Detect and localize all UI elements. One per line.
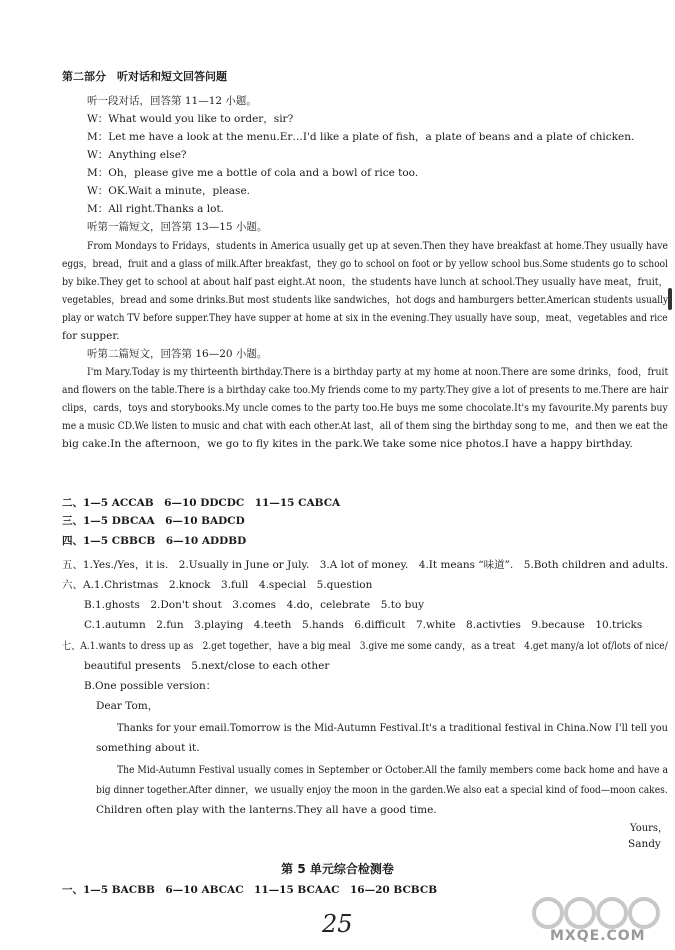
letter-signature: Sandy	[628, 838, 661, 850]
answers-part5: 五、1.Yes./Yes，it is. 2.Usually in June or July. 3.A lot of money. 4.It means “味道”. 5.Both children and adults.	[62, 559, 669, 571]
letter-line: Children often play with the lanterns.They all have a good time.	[96, 804, 437, 816]
answers-part7-b: B.One possible version：	[84, 680, 217, 692]
passage1-line: vegetables，bread and some drinks.But most students like sandwiches，hot dogs and hamburgers better.American students usually	[62, 294, 669, 306]
passage2-line: big cake.In the afternoon，we go to fly kites in the park.We take some nice photos.I have a happy birthday.	[62, 438, 633, 450]
passage1-line: eggs，bread，fruit and a glass of milk.After breakfast，they go to school on foot or by yellow school bus.Some students go to school	[62, 258, 668, 270]
dialogue-line: M：All right.Thanks a lot.	[87, 203, 225, 215]
passage2-intro: 听第二篇短文，回答第 16—20 小题。	[87, 348, 268, 360]
answers-part6-a: 六、A.1.Christmas 2.knock 3.full 4.special 5.question	[62, 579, 373, 591]
passage1-line: From Mondays to Fridays，students in America usually get up at seven.Then they have breakfast at home.They usually have	[87, 240, 668, 252]
passage2-line: clips，cards，toys and storybooks.My uncle comes to the party too.He buys me some chocolate.It's my favourite.My parents buy	[62, 402, 668, 414]
dialogue-line: W：Anything else?	[87, 149, 187, 161]
letter-line: The Mid-Autumn Festival usually comes in September or October.All the family members come back home and have a	[117, 764, 669, 776]
letter-line: Thanks for your email.Tomorrow is the Mid-Autumn Festival.It's a traditional festival in China.Now I'll tell you	[117, 722, 669, 734]
passage1-line: play or watch TV before supper.They have supper at home at six in the evening.They usually have soup，meat，vegetables and rice	[62, 312, 668, 324]
dialogue-line: W：What would you like to order，sir?	[87, 113, 294, 125]
answers-part7-a-cont: beautiful presents 5.next/close to each other	[84, 660, 330, 672]
passage2-line: and flowers on the table.There is a birthday cake too.My friends come to my party.They give a lot of presents to me.There are hair	[62, 384, 669, 396]
unit5-answers: 一、1—5 BACBB 6—10 ABCAC 11—15 BCAAC 16—20 BCBCB	[62, 884, 438, 896]
answers-part4: 四、1—5 CBBCB 6—10 ADDBD	[62, 535, 247, 547]
page-number: 25	[322, 910, 353, 938]
answers-part6-b: B.1.ghosts 2.Don't shout 3.comes 4.do，celebrate 5.to buy	[84, 599, 425, 611]
passage1-intro: 听第一篇短文，回答第 13—15 小题。	[87, 221, 268, 233]
watermark-text: MXQE.COM	[550, 928, 646, 944]
passage2-line: me a music CD.We listen to music and chat with each other.At last，all of them sing the birthday song to me，and then we eat the	[62, 420, 668, 432]
passage1-line: for supper.	[62, 330, 120, 342]
dialogue-line: M：Let me have a look at the menu.Er…I'd like a plate of fish，a plate of beans and a plate of chicken.	[87, 131, 635, 143]
letter-salutation: Dear Tom，	[96, 700, 159, 712]
answers-part6-c: C.1.autumn 2.fun 3.playing 4.teeth 5.hands 6.difficult 7.white 8.activties 9.because 10.tricks	[84, 619, 643, 631]
answers-part2: 二、1—5 ACCAB 6—10 DDCDC 11—15 CABCA	[62, 497, 341, 509]
passage2-line: I'm Mary.Today is my thirteenth birthday.There is a birthday party at my home at noon.There are some drinks，food，fruit	[87, 366, 669, 378]
letter-closing: Yours，	[630, 822, 669, 834]
letter-line: big dinner together.After dinner，we usually enjoy the moon in the garden.We also eat a special kind of food—moon cakes.	[96, 784, 668, 796]
passage1-line: by bike.They get to school at about half past eight.At noon，the students have lunch at school.They usually have meat，fruit，	[62, 276, 669, 288]
dialogue-intro: 听一段对话，回答第 11—12 小题。	[87, 95, 257, 107]
answers-part3: 三、1—5 DBCAA 6—10 BADCD	[62, 515, 245, 527]
letter-line: something about it.	[96, 742, 200, 754]
page-edge-mark	[668, 288, 672, 310]
dialogue-line: W：OK.Wait a minute，please.	[87, 185, 251, 197]
answers-part7-a: 七、A.1.wants to dress up as 2.get together，have a big meal 3.give me some candy，as a treat 4.get many/a lot of/lots of nice/	[62, 640, 668, 652]
dialogue-line: M：Oh，please give me a bottle of cola and a bowl of rice too.	[87, 167, 419, 179]
unit5-title: 第 5 单元综合检测卷	[281, 862, 394, 876]
section-heading: 第二部分 听对话和短文回答问题	[62, 70, 227, 83]
